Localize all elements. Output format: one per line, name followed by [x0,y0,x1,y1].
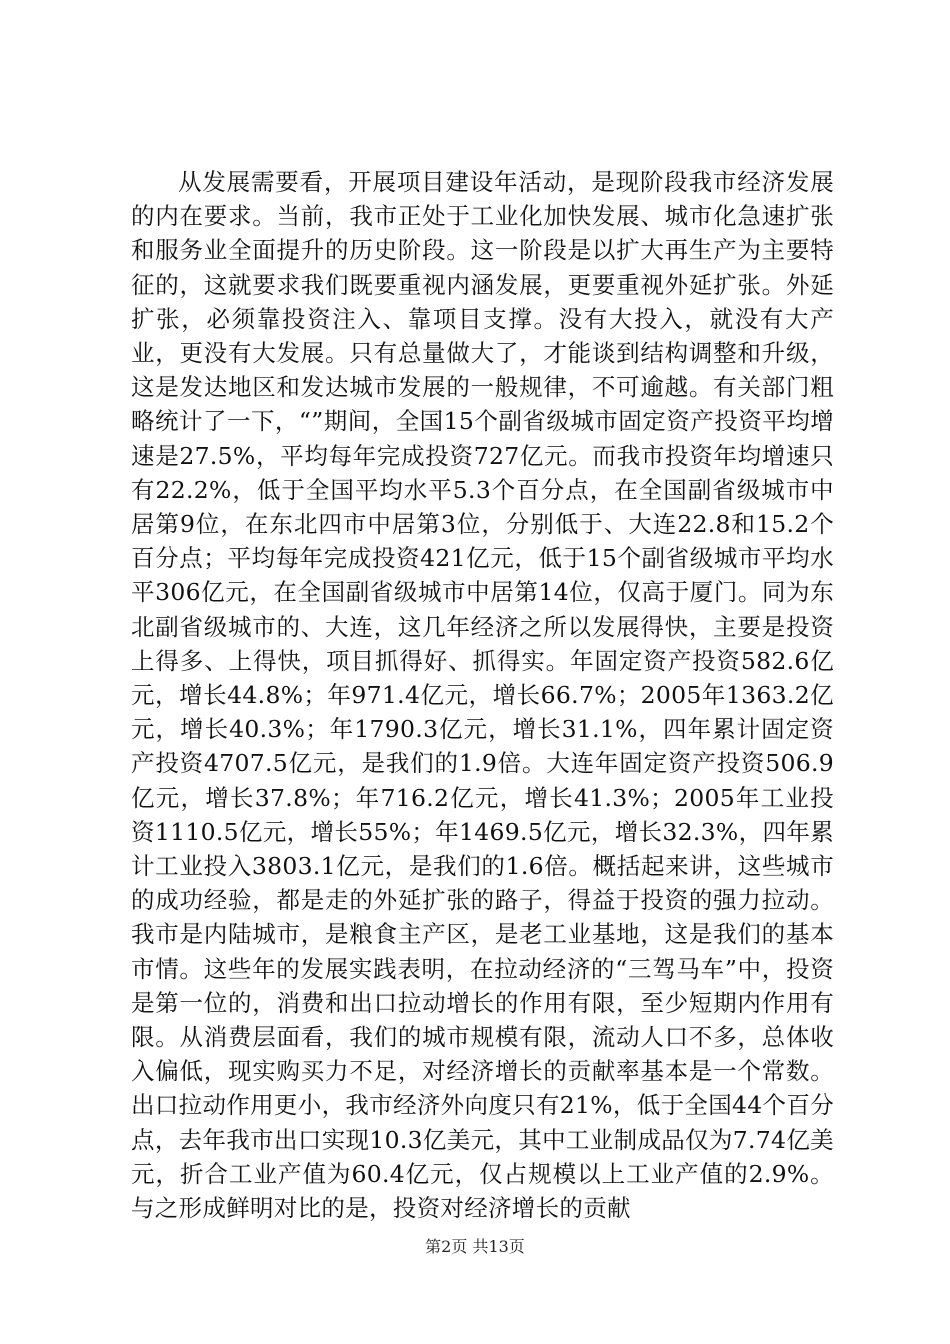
page-number-footer: 第2页 共13页 [425,1237,525,1256]
body-paragraph: 从发展需要看，开展项目建设年活动，是现阶段我市经济发展的内在要求。当前，我市正处于工业化加快发展、城市化急速扩张和服务业全面提升的历史阶段。这一阶段是以扩大再生产为主要特征的，这就要求我们既要重视内涵发展，更要重视外延扩张。外延扩张，必须靠投资注入、靠项目支撑。没有大投入，就没有大产业，更没有大发展。只有总量做大了，才能谈到结构调整和升级，这是发达地区和发达城市发展的一般规律，不可逾越。有关部门粗略统计了一下，“”期间，全国15个副省级城市固定资产投资平均增速是27.5%，平均每年完成投资727亿元。而我市投资年均增速只有22.2%，低于全国平均水平5.3个百分点，在全国副省级城市中居第9位，在东北四市中居第3位，分别低于、大连22.8和15.2个百分点；平均每年完成投资421亿元，低于15个副省级城市平均水平306亿元，在全国副省级城市中居第14位，仅高于厦门。同为东北副省级城市的、大连，这几年经济之所以发展得快，主要是投资上得多、上得快，项目抓得好、抓得实。年固定资产投资582.6亿元，增长44.8%；年971.4亿元，增长66.7%；2005年1363.2亿元，增长40.3%；年1790.3亿元，增长31.1%，四年累计固定资产投资4707.5亿元，是我们的1.9倍。大连年固定资产投资506.9亿元，增长37.8%；年716.2亿元，增长41.3%；2005年工业投资1110.5亿元，增长55%；年1469.5亿元，增长32.3%，四年累计工业投入3803.1亿元，是我们的1.6倍。概括起来讲，这些城市的成功经验，都是走的外延扩张的路子，得益于投资的强力拉动。我市是内陆城市，是粮食主产区，是老工业基地，这是我们的基本市情。这些年的发展实践表明，在拉动经济的“三驾马车”中，投资是第一位的，消费和出口拉动增长的作用有限，至少短期内作用有限。从消费层面看，我们的城市规模有限，流动人口不多，总体收入偏低，现实购买力不足，对经济增长的贡献率基本是一个常数。出口拉动作用更小，我市经济外向度只有21%，低于全国44个百分点，去年我市出口实现10.3亿美元，其中工业制成品仅为7.74亿美元，折合工业产值为60.4亿元，仅占规模以上工业产值的2.9%。与之形成鲜明对比的是，投资对经济增长的贡献 [131,168,834,1223]
